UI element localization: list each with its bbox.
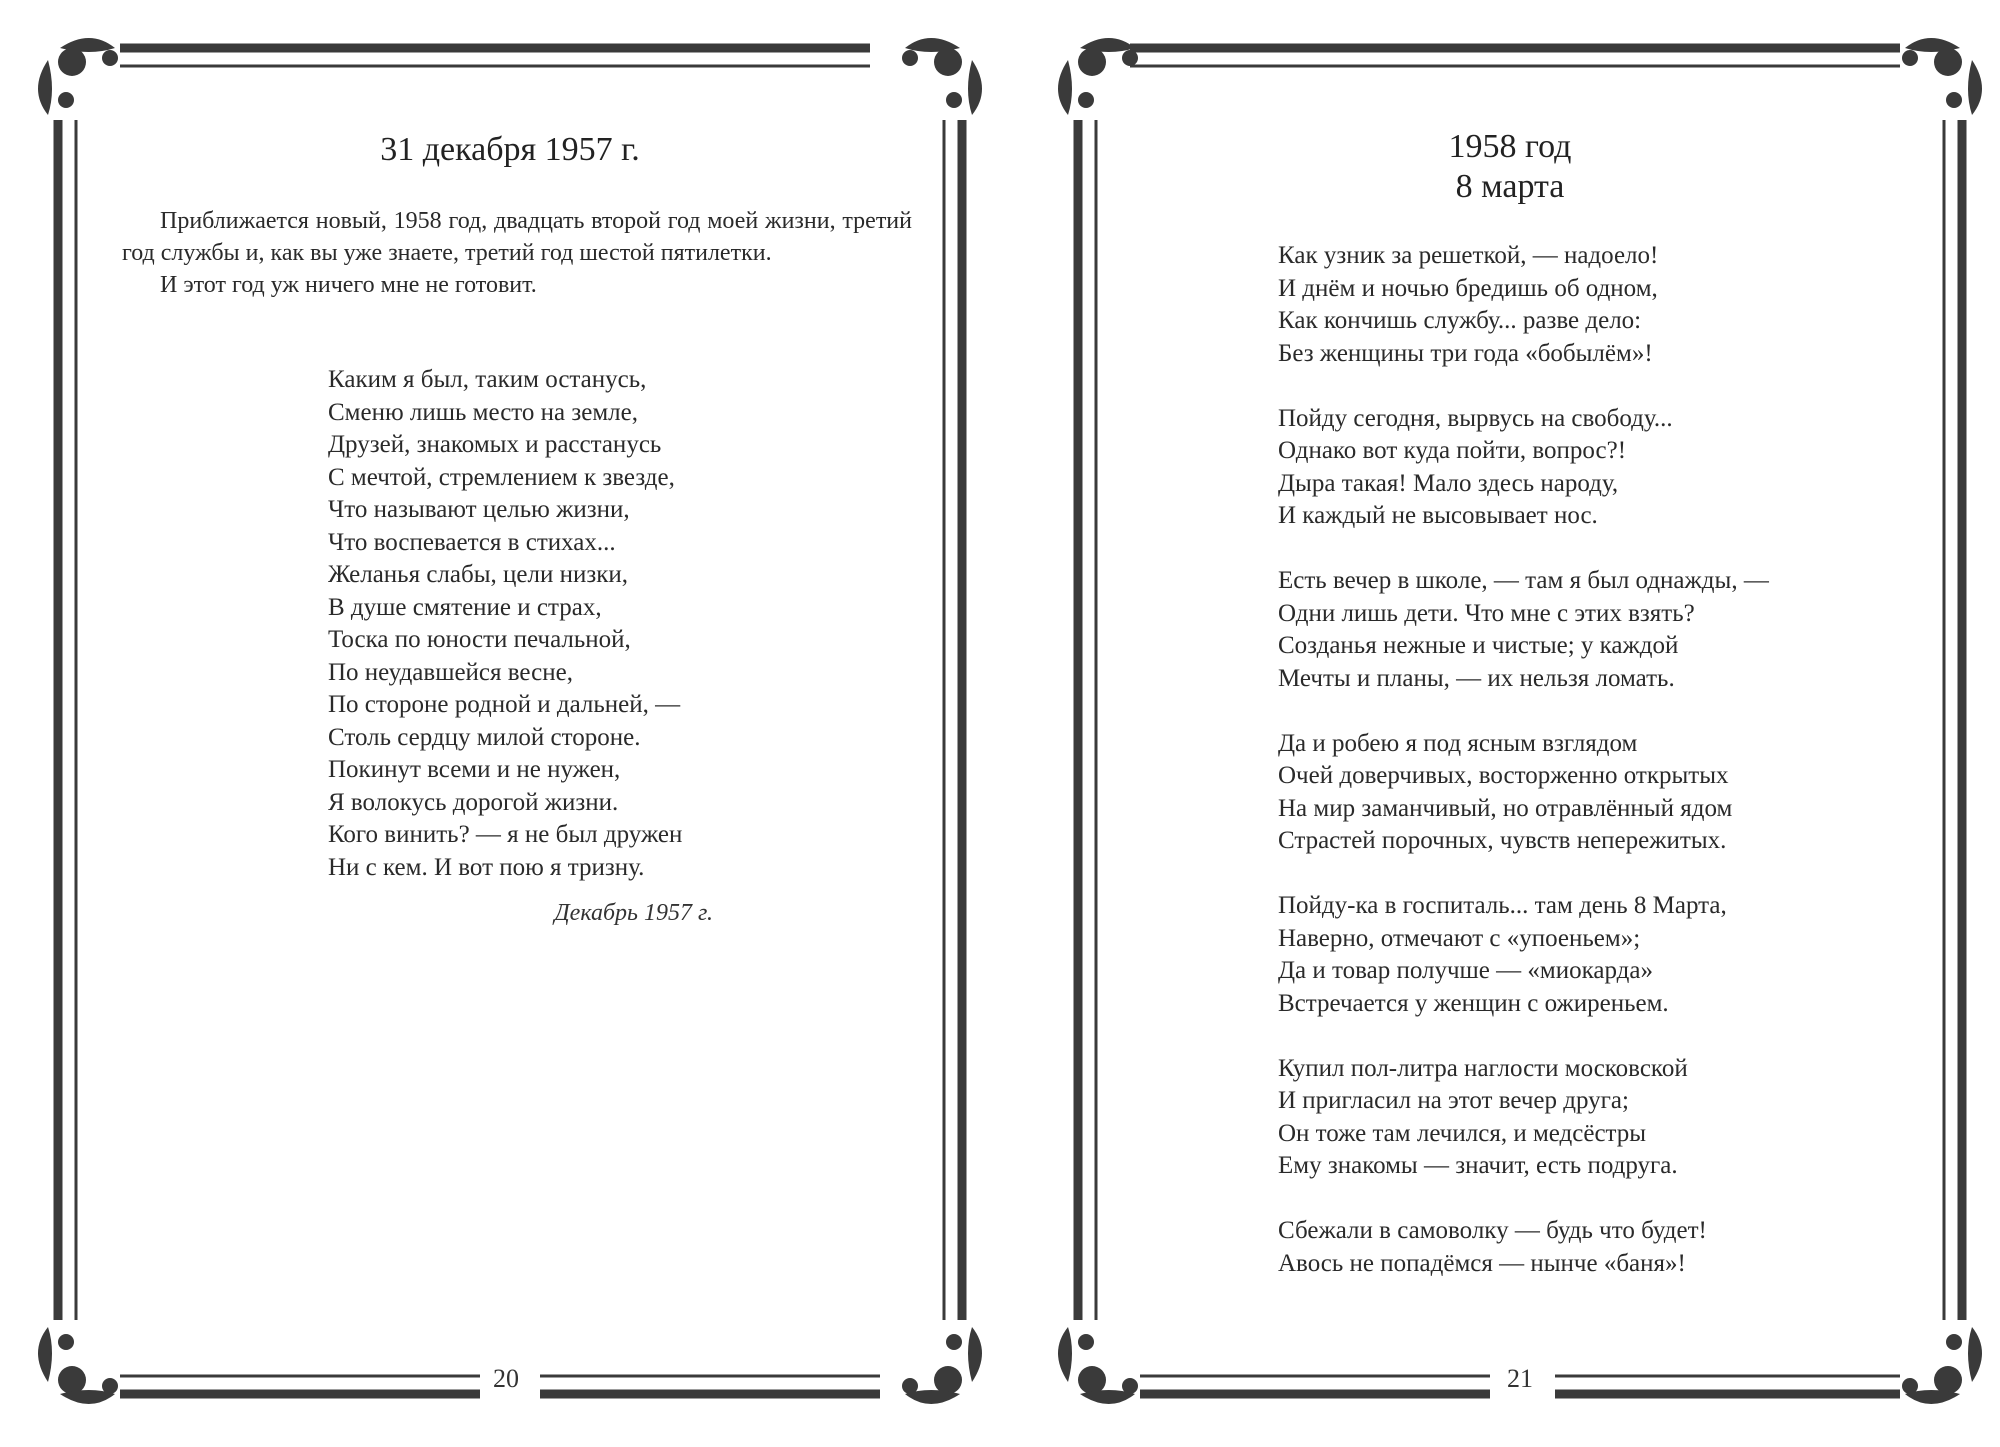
prose-paragraph: И этот год уж ничего мне не готовит. xyxy=(160,272,537,298)
poem-line: Очей доверчивых, восторженно открытых xyxy=(1278,762,1729,789)
poem-line: Есть вечер в школе, — там я был однажды, — xyxy=(1278,567,1769,594)
poem-line: Покинут всеми и не нужен, xyxy=(328,756,621,783)
prose-paragraphs xyxy=(122,205,912,301)
poem xyxy=(328,364,682,884)
poem-line: Как кончишь службу... разве дело: xyxy=(1278,307,1642,334)
poem-line: Сменю лишь место на земле, xyxy=(328,398,638,426)
poem-stanza xyxy=(1278,1215,1769,1280)
corner-flourish-icon xyxy=(38,1327,118,1404)
poem-line: Да и робею я под ясным взглядом xyxy=(1278,729,1638,757)
poem-line: В душе смятение и страх, xyxy=(328,593,602,621)
poem-line: Желанья слабы, цели низки, xyxy=(328,561,628,588)
poem-line: Пойду-ка в госпиталь... там день 8 Марта, xyxy=(1278,892,1727,919)
page-number: 20 xyxy=(493,1364,519,1393)
poem-line: Однако вот куда пойти, вопрос?! xyxy=(1278,437,1627,464)
poem-line: Ни с кем. И вот пою я тризну. xyxy=(328,853,645,881)
poem-line: Одни лишь дети. Что мне с этих взять? xyxy=(1278,599,1695,627)
corner-flourish-icon xyxy=(38,38,118,115)
page-number: 21 xyxy=(1507,1364,1533,1393)
poem xyxy=(1278,240,1769,1280)
poem-line: Наверно, отмечают с «упоеньем»; xyxy=(1278,924,1641,952)
poem-line: Я волокусь дорогой жизни. xyxy=(328,788,619,816)
entry-title xyxy=(1100,127,1920,207)
poem-line: Что воспевается в стихах... xyxy=(328,528,616,556)
poem-line: И днём и ночью бредишь об одном, xyxy=(1278,274,1658,302)
prose-paragraph: Приближается новый, 1958 год, двадцать второй год моей жизни, третий год службы и, как вы уже знаете, третий год шестой пятилетки. xyxy=(122,208,912,266)
poem-line: Он тоже там лечился, и медсёстры xyxy=(1278,1119,1647,1147)
poem-stanza xyxy=(1278,1053,1769,1183)
entry-title-date: 8 марта xyxy=(1455,168,1565,205)
poem-line: Страстей порочных, чувств непережитых. xyxy=(1278,827,1727,854)
poem-line: По стороне родной и дальней, — xyxy=(328,691,681,718)
poem-line: Купил пол-литра наглости московской xyxy=(1278,1054,1688,1082)
poem-line: Тоска по юности печальной, xyxy=(328,626,631,653)
poem-stanza xyxy=(1278,890,1769,1020)
poem-line: По неудавшейся весне, xyxy=(328,658,573,686)
corner-flourish-icon xyxy=(902,38,982,115)
corner-flourish-icon xyxy=(1058,1327,1138,1404)
poem-line: Друзей, знакомых и расстанусь xyxy=(328,431,662,458)
poem-stanza xyxy=(1278,565,1769,695)
poem-stanza xyxy=(1278,728,1769,858)
poem-line: Мечты и планы, — их нельзя ломать. xyxy=(1278,664,1675,692)
poem-date-signature: Декабрь 1957 г. xyxy=(554,900,713,926)
entry-title-year: 1958 год xyxy=(1448,128,1572,165)
poem-line: Столь сердцу милой стороне. xyxy=(328,723,641,751)
corner-flourish-icon xyxy=(902,1327,982,1404)
poem-line: Созданья нежные и чистые; у каждой xyxy=(1278,632,1679,659)
poem-stanza xyxy=(1278,240,1769,370)
right-page xyxy=(1000,0,2000,1447)
corner-flourish-icon xyxy=(1058,38,1138,115)
left-page xyxy=(0,0,990,1447)
corner-flourish-icon xyxy=(1902,1327,1982,1404)
poem-stanza xyxy=(1278,403,1769,533)
poem-line: С мечтой, стремлением к звезде, xyxy=(328,463,675,491)
poem-line: Да и товар получше — «миокарда» xyxy=(1278,957,1653,984)
poem-line: Дыра такая! Мало здесь народу, xyxy=(1278,469,1619,497)
poem-line: Авось не попадёмся — нынче «баня»! xyxy=(1278,1249,1686,1277)
poem-line: Без женщины три года «бобылём»! xyxy=(1278,339,1653,367)
poem-line: Что называют целью жизни, xyxy=(328,496,630,523)
poem-line: На мир заманчивый, но отравлённый ядом xyxy=(1278,794,1733,822)
poem-line: Как узник за решеткой, — надоело! xyxy=(1278,242,1659,269)
poem-line: И пригласил на этот вечер друга; xyxy=(1278,1087,1629,1114)
poem-line: И каждый не высовывает нос. xyxy=(1278,502,1598,529)
poem-line: Сбежали в самоволку — будь что будет! xyxy=(1278,1217,1707,1244)
poem-line: Кого винить? — я не был дружен xyxy=(328,821,683,848)
poem-line: Встречается у женщин с ожиреньем. xyxy=(1278,989,1669,1017)
poem-line: Каким я был, таким останусь, xyxy=(328,366,647,393)
entry-title: 31 декабря 1957 г. xyxy=(380,131,640,168)
poem-line: Ему знакомы — значит, есть подруга. xyxy=(1278,1152,1678,1179)
poem-line: Пойду сегодня, вырвусь на свободу... xyxy=(1278,404,1673,432)
corner-flourish-icon xyxy=(1902,38,1982,115)
